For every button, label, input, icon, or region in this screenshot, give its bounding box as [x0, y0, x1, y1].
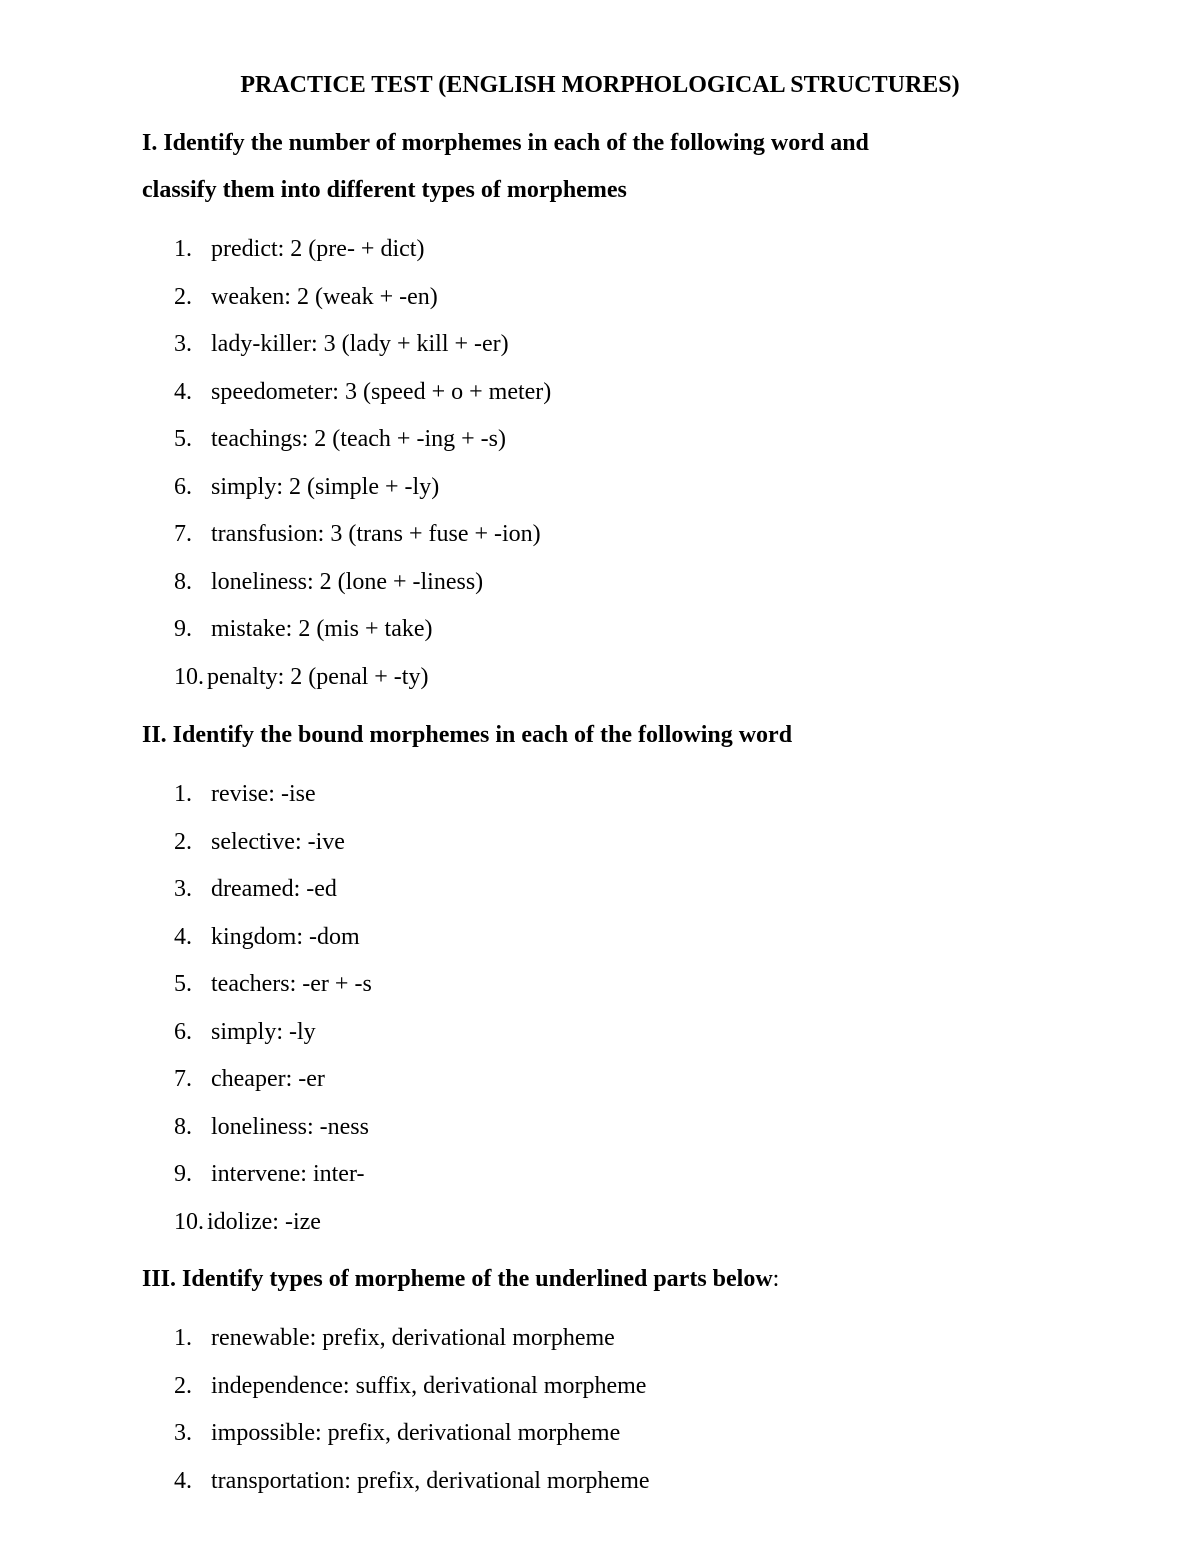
item-number: 10.	[174, 663, 204, 690]
item-text: teachers: -er + -s	[211, 971, 372, 997]
list-item	[0, 511, 1200, 559]
item-text: simply: -ly	[211, 1018, 316, 1045]
list-item	[0, 1009, 1200, 1057]
list-item	[0, 914, 1200, 962]
list-item	[0, 654, 1200, 702]
item-text: independence: suffix, derivational morpheme	[211, 1372, 647, 1399]
document-title: PRACTICE TEST (ENGLISH MORPHOLOGICAL STRUCTURES)	[240, 72, 960, 98]
item-number: 8.	[174, 1113, 192, 1140]
item-text: mistake: 2 (mis + take)	[211, 616, 433, 642]
list-item	[0, 606, 1200, 654]
section-1-heading-line-1: I. Identify the number of morphemes in each of the following word and	[142, 130, 869, 156]
list-item	[0, 369, 1200, 417]
section-3-heading-text: III. Identify types of morpheme of the underlined parts below	[142, 1266, 773, 1292]
item-number: 9.	[174, 616, 192, 642]
item-text: revise: -ise	[211, 781, 316, 807]
section-1-heading-line-2: classify them into different types of morphemes	[142, 177, 627, 203]
list-item	[0, 321, 1200, 369]
item-number: 4.	[174, 378, 192, 405]
item-number: 8.	[174, 568, 192, 595]
item-number: 10.	[174, 1208, 204, 1235]
item-text: intervene: inter-	[211, 1161, 365, 1187]
section-2-heading: II. Identify the bound morphemes in each of the following word	[142, 722, 793, 748]
list-item	[0, 819, 1200, 867]
item-number: 1.	[174, 781, 192, 807]
item-text: selective: -ive	[211, 828, 345, 855]
list-item	[0, 866, 1200, 914]
item-number: 2.	[174, 1372, 192, 1399]
list-item	[0, 559, 1200, 607]
section-3-heading	[142, 1256, 1042, 1303]
item-number: 7.	[174, 1066, 192, 1092]
list-item	[0, 1151, 1200, 1199]
item-number: 3.	[174, 331, 192, 357]
list-item	[0, 1363, 1200, 1411]
item-text: lady-killer: 3 (lady + kill + -er)	[211, 331, 509, 357]
item-text: loneliness: -ness	[211, 1113, 369, 1140]
item-text: predict: 2 (pre- + dict)	[211, 236, 425, 262]
list-item	[0, 1199, 1200, 1247]
item-number: 2.	[174, 283, 192, 310]
item-number: 9.	[174, 1161, 192, 1187]
list-item	[0, 1410, 1200, 1458]
item-text: simply: 2 (simple + -ly)	[211, 473, 440, 500]
section-1-list	[0, 226, 1200, 701]
item-number: 7.	[174, 521, 192, 547]
item-text: penalty: 2 (penal + -ty)	[207, 663, 429, 690]
item-text: renewable: prefix, derivational morpheme	[211, 1325, 615, 1351]
item-number: 3.	[174, 1420, 192, 1446]
list-item	[0, 416, 1200, 464]
section-3-list	[0, 1315, 1200, 1505]
list-item	[0, 1104, 1200, 1152]
list-item	[0, 961, 1200, 1009]
section-2-list	[0, 771, 1200, 1246]
item-number: 5.	[174, 971, 192, 997]
list-item	[0, 1315, 1200, 1363]
item-number: 6.	[174, 473, 192, 500]
item-number: 5.	[174, 426, 192, 452]
item-number: 4.	[174, 1467, 192, 1494]
item-text: transfusion: 3 (trans + fuse + -ion)	[211, 521, 541, 547]
item-number: 1.	[174, 236, 192, 262]
list-item	[0, 771, 1200, 819]
item-text: idolize: -ize	[207, 1208, 321, 1235]
item-text: impossible: prefix, derivational morpheme	[211, 1420, 621, 1446]
item-number: 4.	[174, 923, 192, 950]
item-text: teachings: 2 (teach + -ing + -s)	[211, 426, 506, 452]
item-number: 1.	[174, 1325, 192, 1351]
item-number: 2.	[174, 828, 192, 855]
item-text: dreamed: -ed	[211, 876, 337, 902]
item-text: weaken: 2 (weak + -en)	[211, 283, 438, 310]
item-number: 3.	[174, 876, 192, 902]
item-text: kingdom: -dom	[211, 923, 360, 950]
item-text: transportation: prefix, derivational morpheme	[211, 1467, 650, 1494]
item-text: loneliness: 2 (lone + -liness)	[211, 568, 484, 595]
item-text: speedometer: 3 (speed + o + meter)	[211, 378, 552, 405]
list-item	[0, 1458, 1200, 1506]
list-item	[0, 226, 1200, 274]
list-item	[0, 464, 1200, 512]
list-item	[0, 274, 1200, 322]
item-text: cheaper: -er	[211, 1066, 325, 1092]
list-item	[0, 1056, 1200, 1104]
item-number: 6.	[174, 1018, 192, 1045]
section-3-heading-colon: :	[772, 1266, 780, 1292]
